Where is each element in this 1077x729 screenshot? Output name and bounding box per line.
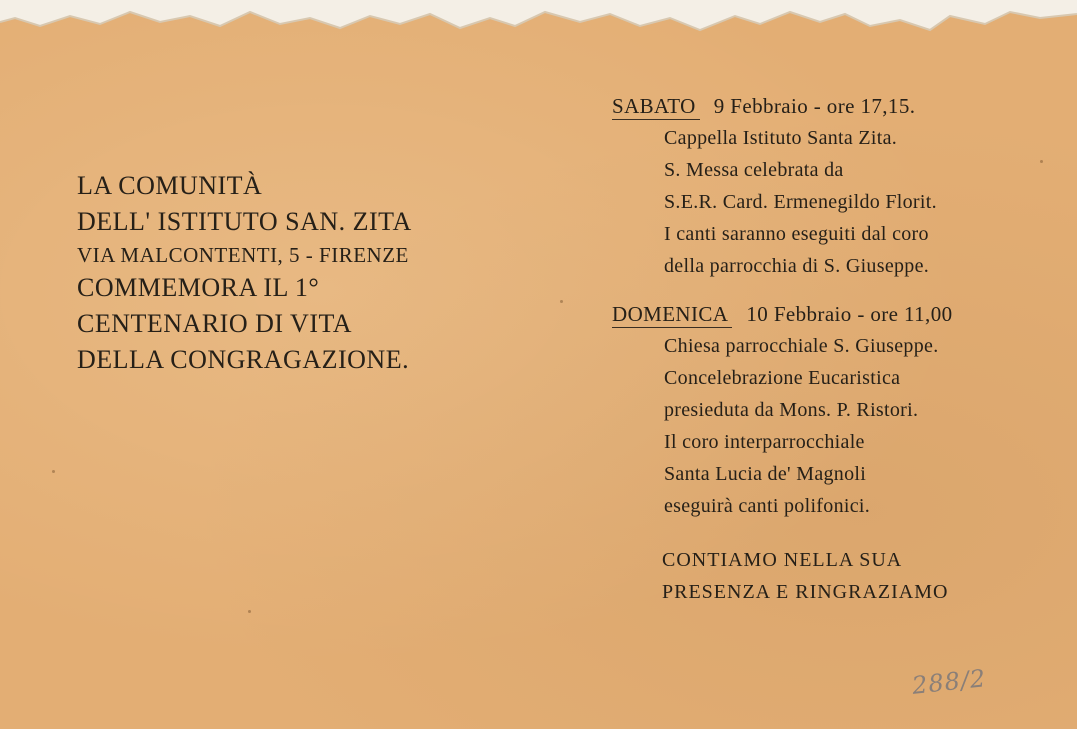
sunday-detail: presieduta da Mons. P. Ristori. <box>664 399 919 421</box>
torn-paper-edge <box>0 0 1077 40</box>
sunday-detail: eseguirà canti polifonici. <box>664 495 871 517</box>
sunday-detail: Concelebrazione Eucaristica <box>664 367 901 389</box>
address-line: VIA MALCONTENTI, 5 - FIRENZE <box>77 243 409 267</box>
paper-speck <box>1040 160 1043 163</box>
sunday-detail: Santa Lucia de' Magnoli <box>664 463 867 485</box>
saturday-detail: S.E.R. Card. Ermenegildo Florit. <box>664 191 937 213</box>
saturday-when: 9 Febbraio - ore 17,15. <box>713 94 916 118</box>
saturday-day: SABATO <box>612 90 696 122</box>
closing-message <box>612 544 1052 608</box>
institute-name-line: DELL' ISTITUTO SAN. ZITA <box>77 207 412 236</box>
saturday-detail: I canti saranno eseguiti dal coro <box>664 223 929 245</box>
event-schedule <box>612 90 1052 608</box>
saturday-detail: della parrocchia di S. Giuseppe. <box>664 255 930 277</box>
sunday-when: 10 Febbraio - ore 11,00 <box>746 302 953 326</box>
congregation-line: DELLA CONGRAGAZIONE. <box>77 345 410 374</box>
sunday-detail: Chiesa parrocchiale S. Giuseppe. <box>664 335 939 357</box>
community-announcement <box>77 168 507 378</box>
saturday-detail: Cappella Istituto Santa Zita. <box>664 127 898 149</box>
closing-line: CONTIAMO NELLA SUA <box>662 549 903 571</box>
paper-speck <box>560 300 563 303</box>
saturday-detail: S. Messa celebrata da <box>664 159 844 181</box>
sunday-detail: Il coro interparrocchiale <box>664 431 865 453</box>
closing-line: PRESENZA E RINGRAZIAMO <box>662 581 949 603</box>
community-name-line: LA COMUNITÀ <box>77 171 263 200</box>
paper-speck <box>248 610 251 613</box>
centenary-line: CENTENARIO DI VITA <box>77 309 353 338</box>
sunday-heading <box>612 298 1052 330</box>
paper-speck <box>52 470 55 473</box>
sunday-day: DOMENICA <box>612 298 728 330</box>
saturday-heading <box>612 90 1052 122</box>
commemoration-line: COMMEMORA IL 1° <box>77 273 320 302</box>
archive-number: 288/2 <box>910 664 988 700</box>
